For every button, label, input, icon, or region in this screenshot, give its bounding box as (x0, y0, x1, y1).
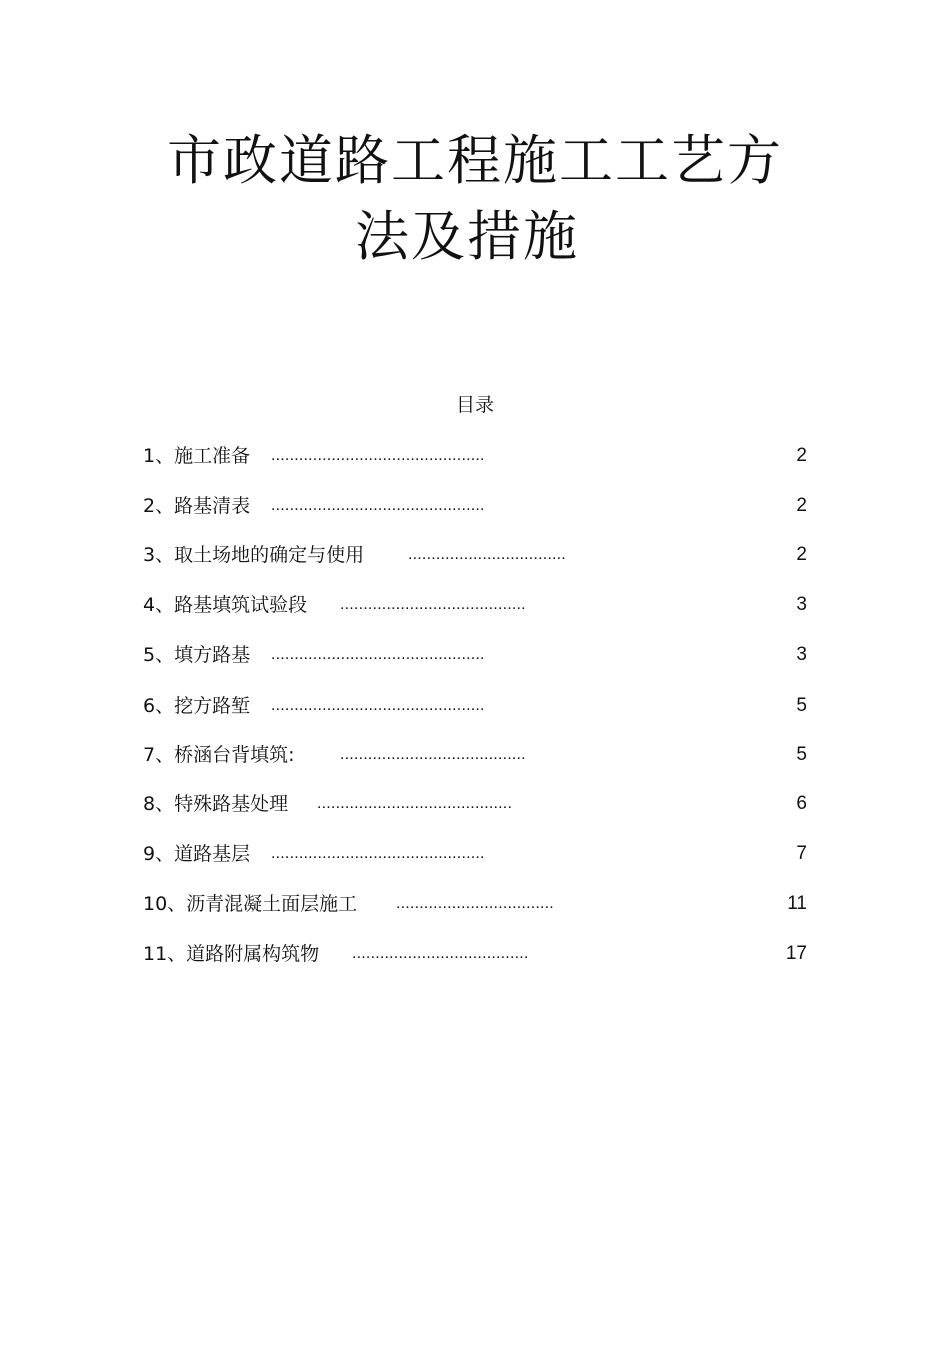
toc-entry[interactable] (143, 493, 807, 519)
toc-leader-dots: .............................................. (271, 697, 485, 714)
toc-entry[interactable] (143, 941, 807, 967)
toc-heading: 目录 (455, 394, 494, 416)
toc-entry[interactable] (143, 693, 807, 719)
toc-page-number: 5 (796, 695, 807, 716)
toc-leader-dots: .............................................. (271, 646, 485, 663)
document-title-line-2: 法及措施 (355, 205, 579, 268)
toc-entry-label: 9、道路基层 (143, 843, 251, 865)
toc-entry-label: 8、特殊路基处理 (143, 793, 289, 815)
toc-page-number: 3 (796, 594, 807, 615)
toc-leader-dots: ........................................ (340, 596, 526, 613)
toc-entry-label: 11、道路附属构筑物 (143, 943, 320, 965)
toc-page-number: 2 (796, 544, 807, 565)
toc-entry[interactable] (143, 592, 807, 618)
toc-page-number: 2 (796, 445, 807, 466)
toc-entry[interactable] (143, 791, 807, 817)
toc-page-number: 7 (796, 843, 807, 864)
toc-page-number: 11 (787, 893, 807, 914)
toc-entry-label: 4、路基填筑试验段 (143, 594, 308, 616)
toc-page-number: 3 (796, 644, 807, 665)
toc-page-number: 5 (796, 744, 807, 765)
toc-entry[interactable] (143, 642, 807, 668)
toc-leader-dots: .............................................. (271, 845, 485, 862)
toc-entry-label: 7、桥涵台背填筑: (143, 744, 295, 766)
toc-leader-dots: .................................. (396, 895, 554, 912)
toc-page-number: 2 (796, 495, 807, 516)
toc-page-number: 17 (785, 943, 807, 964)
toc-entry[interactable] (143, 443, 807, 469)
toc-leader-dots: .................................. (408, 546, 566, 563)
document-title-line-1: 市政道路工程施工工艺方 (167, 129, 783, 192)
toc-entry-label: 1、施工准备 (143, 445, 251, 467)
toc-entry-label: 5、填方路基 (143, 644, 251, 666)
toc-entry-label: 10、沥青混凝土面层施工 (143, 893, 358, 915)
toc-leader-dots: ...................................... (352, 945, 529, 962)
toc-entry-label: 2、路基清表 (143, 495, 251, 517)
toc-entry-label: 6、挖方路堑 (143, 695, 251, 717)
toc-page-number: 6 (796, 793, 807, 814)
toc-entry-label: 3、取土场地的确定与使用 (143, 544, 365, 566)
toc-entry[interactable] (143, 841, 807, 867)
toc-leader-dots: .......................................... (317, 795, 513, 812)
toc-entry[interactable] (143, 542, 807, 568)
toc-leader-dots: .............................................. (271, 447, 485, 464)
toc-entry[interactable] (143, 742, 807, 768)
toc-leader-dots: ........................................ (340, 746, 526, 763)
toc-leader-dots: .............................................. (271, 497, 485, 514)
toc-entry[interactable] (143, 891, 807, 917)
